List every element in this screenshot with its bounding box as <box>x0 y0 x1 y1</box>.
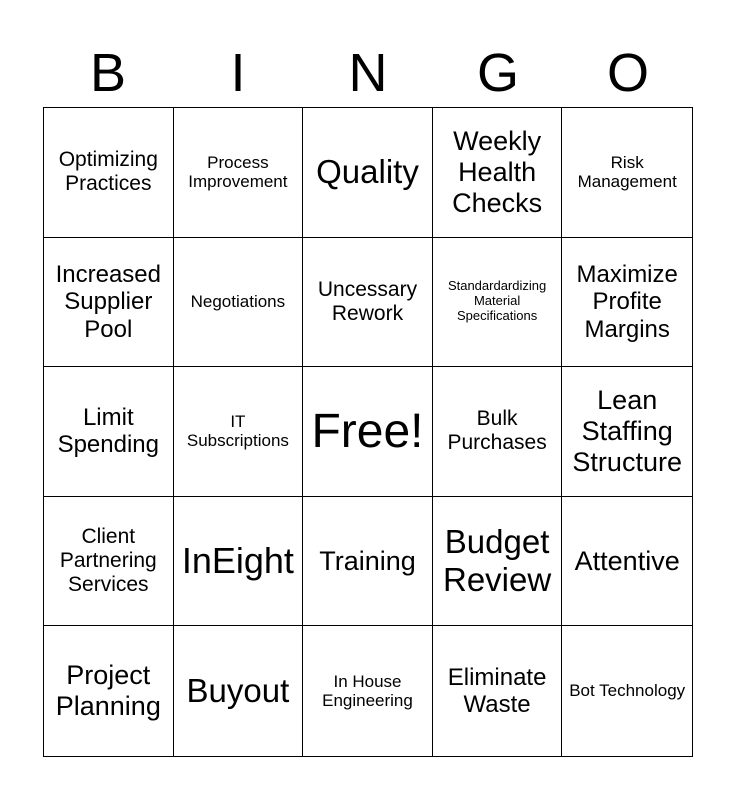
bingo-cell[interactable]: IT Subscriptions <box>174 367 304 497</box>
bingo-cell[interactable]: Training <box>303 497 433 627</box>
bingo-cell[interactable]: Risk Management <box>562 108 692 238</box>
bingo-cell[interactable]: Maximize Profite Margins <box>562 238 692 368</box>
bingo-cell[interactable]: Bot Technology <box>569 681 686 701</box>
header-letter-i: I <box>230 43 246 103</box>
bingo-cell[interactable]: Uncessary Rework <box>303 238 433 368</box>
bingo-header <box>43 40 693 106</box>
bingo-cell[interactable]: Client Partnering Services <box>44 497 174 627</box>
bingo-cell[interactable]: Standardardizing Material Specifications <box>433 238 563 368</box>
bingo-cell[interactable]: Budget Review <box>433 497 563 627</box>
bingo-cell[interactable]: Weekly Health Checks <box>433 108 563 238</box>
bingo-cell[interactable]: Eliminate Waste <box>433 626 563 756</box>
bingo-cell[interactable]: InEight <box>174 497 304 627</box>
bingo-cell[interactable]: Limit Spending <box>44 367 174 497</box>
header-letter-g: G <box>476 43 519 103</box>
bingo-cell[interactable]: Optimizing Practices <box>44 108 174 238</box>
bingo-cell[interactable]: Project Planning <box>44 626 174 756</box>
header-letter-b: B <box>89 43 127 103</box>
free-space-cell[interactable]: Free! <box>303 367 433 497</box>
bingo-cell[interactable]: Attentive <box>562 497 692 627</box>
bingo-cell[interactable]: Negotiations <box>174 238 304 368</box>
bingo-cell[interactable]: Bulk Purchases <box>433 367 563 497</box>
bingo-cell[interactable]: Quality <box>303 108 433 238</box>
bingo-cell[interactable]: In House Engineering <box>303 626 433 756</box>
bingo-cell[interactable]: Buyout <box>174 626 304 756</box>
header-letter-n: N <box>348 43 388 103</box>
bingo-cell[interactable]: Process Improvement <box>174 108 304 238</box>
header-letter-o: O <box>606 43 649 103</box>
bingo-board <box>43 107 693 757</box>
bingo-cell[interactable]: Increased Supplier Pool <box>44 238 174 368</box>
bingo-cell[interactable]: Lean Staffing Structure <box>562 367 692 497</box>
